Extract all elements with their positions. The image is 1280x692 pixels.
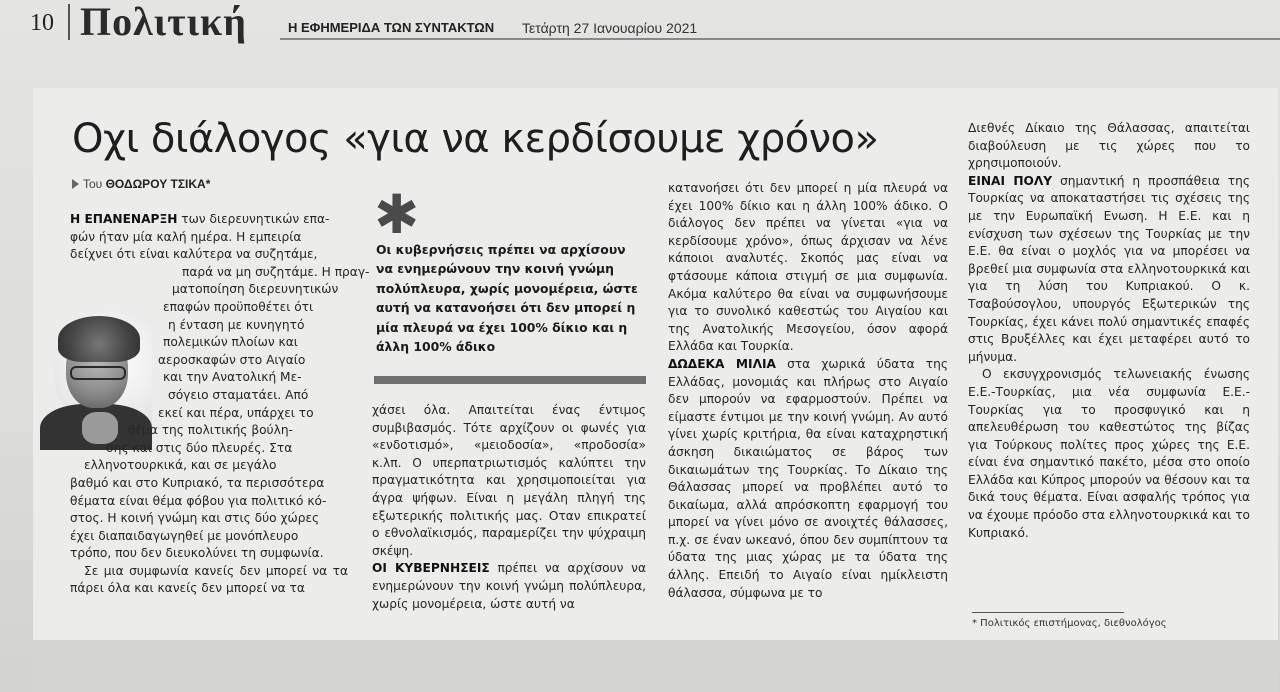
col4-paragraph-1: Διεθνές Δίκαιο της Θάλασσας, απαιτείται διαβούλευση με τις χώρες που το χρησιμοποιούν. bbox=[968, 121, 1250, 171]
pull-quote: Οι κυβερνήσεις πρέπει να αρχίσουν να ενημερώνουν την κοινή γνώμη πολύπλευρα, χωρίς μονομέρεια, ώστε αυτή να κατανοήσει ότι δεν μπορεί η μία πλευρά να έχει 100% δίκιο και η άλλη 100% άδικο bbox=[376, 242, 638, 355]
article-headline: Οχι διάλογος «για να κερδίσουμε χρόνο» bbox=[72, 116, 879, 162]
footnote-rule bbox=[972, 612, 1124, 613]
column-4 bbox=[968, 120, 1250, 542]
col3-paragraph-2: ΔΩΔΕΚΑ ΜΙΛΙΑ στα χωρικά ύδατα της Ελλάδας, μονομιάς και πλήρως στο Αιγαίο δεν μπορούν να εφαρμοστούν. Πρέπει να είμαστε έντιμοι με την κοινή γνώμη. Αν αυτό γίνει χωρίς κριτήρια, θα είναι καταχρηστική άσκηση δικαιώματος σε βάρος των δικαιωμάτων της Τουρκίας. Το Δίκαιο της Θάλασσας μπορεί να προβλέπει αυτό το δικαίωμα, αλλά απρόσκοπτη εφαρμογή του μπορεί να γίνει μόνο σε ανοιχτές θάλασσες, π.χ. σε έναν ωκεανό, όπου δεν συμπίπτουν τα ύδατα της μιας χώρας με τα ύδατα της άλλης. Επειδή το Αιγαίο είναι ημίκλειστη θάλασσα, σύμφωνα με το bbox=[668, 356, 949, 600]
col1-lead: Η ΕΠΑΝΕΝΑΡΞΗ bbox=[70, 212, 178, 226]
col4-lead: ΕΙΝΑΙ ΠΟΛΥ bbox=[968, 173, 1053, 188]
column-3 bbox=[668, 180, 948, 602]
issue-date: Τετάρτη 27 Ιανουαρίου 2021 bbox=[522, 20, 698, 36]
col2-paragraph-2: ΟΙ ΚΥΒΕΡΝΗΣΕΙΣ πρέπει να αρχίσουν να ενημερώνουν την κοινή γνώμη πολύπλευρα, χωρίς μονομέρεια, ώστε αυτή να bbox=[372, 561, 646, 611]
col2-lead: ΟΙ ΚΥΒΕΡΝΗΣΕΙΣ bbox=[372, 561, 490, 576]
column-1 bbox=[70, 211, 370, 598]
byline-author: ΘΟΔΩΡΟΥ ΤΣΙΚΑ* bbox=[105, 177, 211, 191]
section-title: Πολιτική bbox=[80, 0, 247, 44]
col4-paragraph-3: Ο εκσυγχρονισμός τελωνειακής ένωσης Ε.Ε.-Τουρκίας, μια νέα συμφωνία Ε.Ε.-Τουρκίας για το προσφυγικό και η απελευθέρωση του καθεστώτος της βίζας για Τούρκους πολίτες προς χώρες της Ε.Ε. είναι ένα σημαντικό πακέτο, μέσα στο οποίο Ελλάδα και Κύπρος μπορούν να θέσουν και τα δικά τους θέματα. Είναι ασφαλής τρόπος για να έχουμε πρόοδο στα ελληνοτουρκικά και το Κυπριακό. bbox=[968, 367, 1250, 540]
column-2 bbox=[372, 402, 646, 613]
pull-quote-rule bbox=[374, 376, 646, 384]
newspaper-name: Η ΕΦΗΜΕΡΙΔΑ ΤΩΝ ΣΥΝΤΑΚΤΩΝ bbox=[288, 20, 495, 35]
col1-paragraph-2: Σε μια συμφωνία κανείς δεν μπορεί να τα πάρει όλα και κανείς δεν μπορεί να τα bbox=[70, 563, 348, 596]
masthead-divider bbox=[68, 4, 70, 40]
byline-prefix: Του bbox=[83, 177, 103, 191]
col3-lead: ΔΩΔΕΚΑ ΜΙΛΙΑ bbox=[668, 356, 776, 371]
asterisk-icon: ✱ bbox=[374, 183, 420, 246]
byline bbox=[72, 177, 210, 191]
masthead-rule bbox=[280, 38, 1280, 40]
author-footnote: * Πολιτικός επιστήμονας, διεθνολόγος bbox=[972, 618, 1167, 629]
masthead bbox=[30, 0, 1280, 44]
col2-paragraph-1: χάσει όλα. Απαιτείται ένας έντιμος συμβιβασμός. Τότε αρχίζουν οι φωνές για «ενδοτισμό», «μειοδοσία», «προδοσία» κ.λπ. Ο υπερπατριωτισμός καλύπτει την πραγματικότητα και χρησιμοποιείται για άγρα ψήφων. Είναι η μεγάλη πληγή της εξωτερικής πολιτικής μας. Οταν επικρατεί ο εθνολαϊκισμός, παραμερίζει την ψύχραιμη σκέψη. bbox=[372, 403, 646, 558]
col4-paragraph-2: ΕΙΝΑΙ ΠΟΛΥ σημαντική η προσπάθεια της Τουρκίας να αποκαταστήσει τις σχέσεις της με την Ευρωπαϊκή Ενωση. Η Ε.Ε. και η ενίσχυση των σχέσεων της Τουρκίας με την Ε.Ε. θα είναι ο μοχλός για να μπορέσει να βρεθεί μια συμφωνία στα ελληνοτουρκικά και για τη λύση του Κυπριακού. Ο κ. Τσαβούσογλου, υπουργός Εξωτερικών της Τουρκίας, έχει κάνει πολύ σημαντικές επαφές στις Βρυξέλλες και έχει μεταφέρει αυτό το μήνυμα. bbox=[968, 173, 1250, 364]
next-article-strip bbox=[33, 640, 1278, 692]
col3-paragraph-1: κατανοήσει ότι δεν μπορεί η μία πλευρά να έχει 100% δίκιο και η άλλη 100% άδικο. Ο διάλογος δεν πρέπει να γίνεται «για να κερδίσουμε χρόνο», όπως άρχισαν να λένε κάποιοι αναλυτές. Σκοπός μας είναι να φτάσουμε κάποια στιγμή σε μια συμφωνία. Ακόμα καλύτερο θα είναι να συμφωνήσουμε για το συνολικό καθεστώς του Αιγαίου και της Ανατολικής Μεσογείου, όσον αφορά Ελλάδα και Τουρκία. bbox=[668, 181, 948, 354]
page-number: 10 bbox=[30, 10, 54, 36]
byline-triangle-icon bbox=[72, 179, 79, 189]
col1-paragraph-1: Η ΕΠΑΝΕΝΑΡΞΗ των διερευνητικών επα- φών ήταν μία καλή ημέρα. Η εμπειρία δείχνει ότι είναι καλύτερα να συζητάμε, παρά να μη συζητάμε. Η πραγ- ματοποίηση διερευνητικών επαφών προϋποθέτει ότι η ένταση με κυνηγητό πολεμικών πλοίων και αεροσκαφών στο Αιγαίο και την Ανατολική Με- σόγειο σταματάει. Από εκεί και πέρα, υπάρχει το θέμα της πολιτικής βούλη- σης και στις δύο πλευρές. Στα ελληνοτουρκικά, και σε μεγάλο βαθμό και στο Κυπριακό, τα περισσότερα θέματα είναι θέμα φόβου για πολιτικό κό- στος. Η κοινή γνώμη και στις δύο χώρες έχει διαπαιδαγωγηθεί με μονόπλευρο τρόπο, που δεν διευκολύνει τη συμφωνία. bbox=[70, 212, 370, 561]
